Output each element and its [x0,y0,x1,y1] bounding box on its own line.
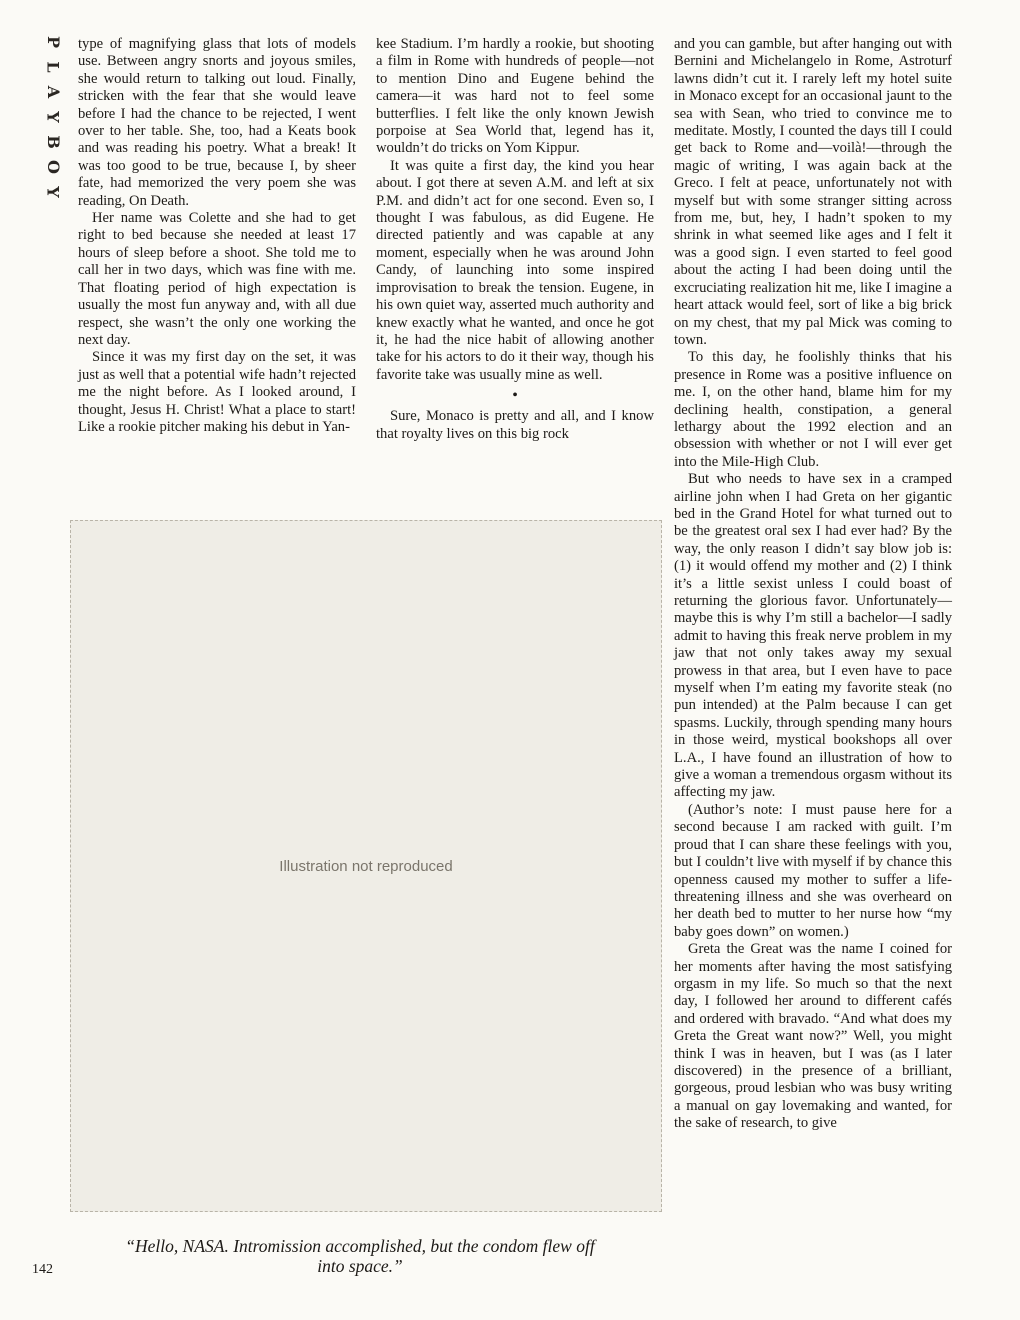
masthead-letter: P [44,35,63,49]
illustration-placeholder-label: Illustration not reproduced [279,857,453,875]
text-column-3 [674,36,952,1133]
paragraph: But who needs to have sex in a cramped airline john when I had Greta on her gigantic bed in the Grand Hotel for what turned out to be the greatest oral sex I had ever had? By the way, the only reason I didn’t say blow job is: (1) it would offend my mother and (2) I think it’s a little sexist unless I could boast of returning the glorious favor. Unfortunately—maybe this is why I’m still a bachelor—I sadly admit to having this freak nerve problem in my jaw that not only takes away my sexual prowess in that area, but I even have to pace myself when I’m eating my favorite steak (no pun intended) at the Palm because I can get spasms. Luckily, through spending many hours in those weird, mystical bookshops all over L.A., I have found an illustration of how to give a woman a tremendous orgasm without its affecting my jaw. [674,471,952,801]
paragraph: Her name was Colette and she had to get right to bed because she needed at least 17 hours of sleep before a shoot. She told me to call her in two days, which was fine with me. That floating period of high expectation is usually the most fun anyway and, with all due respect, she wasn’t the only one working the next day. [78,210,356,348]
masthead-letter: L [44,61,63,73]
masthead-letter: B [44,135,63,149]
paragraph: kee Stadium. I’m hardly a rookie, but shooting a film in Rome with hundreds of people—not to mention Dino and Eugene behind the camera—it was hard not to feel some butterflies. I felt like the only known Jewish porpoise at Sea World that, legend has it, wouldn’t do tricks on Yom Kippur. [376,36,654,157]
masthead-letter: O [44,160,63,174]
masthead-letter: A [43,85,63,99]
masthead-letter: Y [43,186,63,198]
cartoon-caption: “Hello, NASA. Intromission accomplished, but the condom flew off into space.” [125,1236,595,1276]
text-column-1 [78,36,356,436]
paragraph: (Author’s note: I must pause here for a second because I am racked with guilt. I’m proud that I can share these feelings with you, but I couldn’t live with myself if by chance this openness caused my mother to suffer a life-threatening illness and she was overheard on her death bed to mutter to her nurse how “my baby goes down” on women.) [674,801,952,940]
text-column-2 [376,36,654,443]
page-number: 142 [32,1262,53,1277]
section-break-dot: • [512,387,518,405]
paragraph: Sure, Monaco is pretty and all, and I know that royalty lives on this big rock [376,408,654,442]
masthead [38,34,68,200]
paragraph: To this day, he foolishly thinks that his presence in Rome was a positive influence on me. I, on the other hand, blame him for my declining health, constipation, a general lethargy about the 1992 election and an obsession with whether or not I will ever get into the Mile-High Club. [674,349,952,470]
illustration-placeholder [70,520,662,1212]
paragraph: Greta the Great was the name I coined for her moments after having the most satisfying orgasm in my life. So much so that the next day, I followed her around to different cafés and ordered with bravado. “And what does my Greta the Great want now?” Well, you might think I was in heaven, but I was (as I later discovered) in the presence of a brilliant, gorgeous, proud lesbian who was busy writing a manual on gay lovemaking and wanted, for the sake of research, to give [674,941,952,1132]
paragraph: and you can gamble, but after hanging out with Bernini and Michelangelo in Rome, Astroturf lawns didn’t cut it. I rarely left my hotel suite in Monaco except for an occasional jaunt to the sea with Sean, who tried to convince me to meditate. Mostly, I counted the days till I could get back to Rome and—voilà!—through the magic of writing, I was again back at the Greco. I felt at peace, unfortunately not with myself but with some stranger sitting across from me, but, hey, I hadn’t spoken to my shrink in what seemed like ages and I felt it was a good sign. I even started to feel good about the acting I had been doing until the excruciating realization hit me, like I imagine a heart attack would feel, sort of like a big brick on my chest, that my pal Mick was coming to town. [674,36,952,348]
paragraph: It was quite a first day, the kind you hear about. I got there at seven A.M. and left at six P.M. and didn’t act for one second. Even so, I thought I was fabulous, as did Eugene. He directed patiently and was capable at any moment, especially when he was around John Candy, of launching into some inspired improvisation to break the tension. Eugene, in his own quiet way, asserted much authority and knew exactly what he wanted, and once he got it, he had the nice habit of allowing another take for his actors to do it their way, though his favorite take was usually mine as well. [376,157,654,383]
masthead-letter: Y [43,111,63,123]
paragraph: Since it was my first day on the set, it was just as well that a potential wife hadn’t rejected me the night before. As I looked around, I thought, Jesus H. Christ! What a place to start! Like a rookie pitcher making his debut in Yan- [78,349,356,435]
paragraph: type of magnifying glass that lots of models use. Between angry snorts and joyous smiles, she would return to talking out loud. Finally, stricken with the fear that she would leave before I had the chance to be rejected, I went over to her table. She, too, had a Keats book and was reading his poetry. What a break! It was too good to be true, because I, by sheer fate, had memorized the very poem she was reading, On Death. [78,36,356,209]
